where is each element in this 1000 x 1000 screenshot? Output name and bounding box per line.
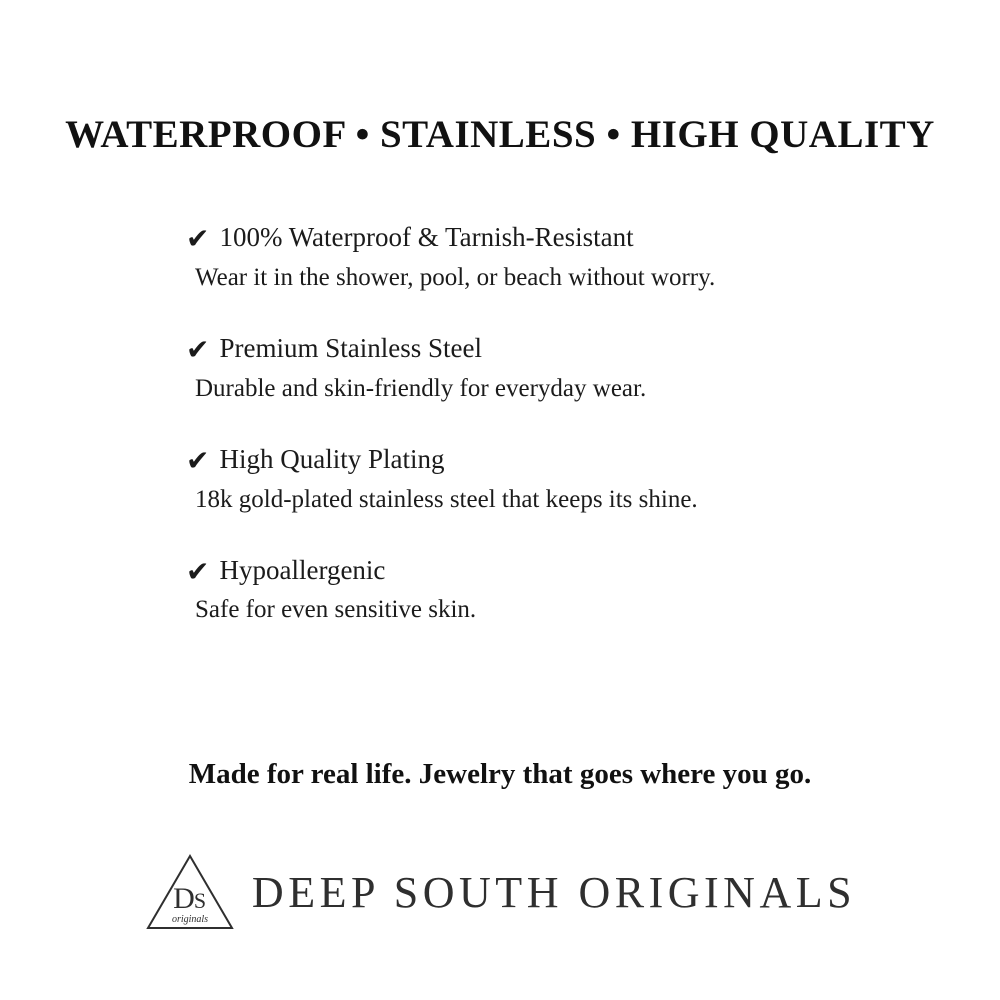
list-item xyxy=(186,444,946,515)
brand-name: DEEP SOUTH ORIGINALS xyxy=(251,867,857,917)
check-icon: ✔ xyxy=(186,554,210,588)
feature-description: Durable and skin-friendly for everyday wear. xyxy=(195,374,647,402)
feature-list xyxy=(186,222,946,625)
list-item xyxy=(186,333,946,404)
check-icon: ✔ xyxy=(186,443,210,477)
feature-description: 18k gold-plated stainless steel that keeps its shine. xyxy=(195,485,698,513)
feature-title: Premium Stainless Steel xyxy=(219,332,482,363)
check-icon: ✔ xyxy=(186,222,210,255)
brand-lockup xyxy=(0,850,1000,934)
feature-title-row xyxy=(186,555,946,587)
feature-title: High Quality Plating xyxy=(219,443,445,474)
svg-text:D: D xyxy=(173,882,195,915)
list-item xyxy=(186,222,946,293)
page-title: WATERPROOF • STAINLESS • HIGH QUALITY xyxy=(65,113,935,156)
feature-title: 100% Waterproof & Tarnish-Resistant xyxy=(219,222,634,252)
feature-title-row xyxy=(186,222,946,254)
feature-title: Hypoallergenic xyxy=(219,554,386,585)
feature-description: Safe for even sensitive skin. xyxy=(195,596,477,624)
deep-south-originals-logo-icon xyxy=(144,850,236,934)
svg-text:originals: originals xyxy=(171,914,208,925)
feature-description: Wear it in the shower, pool, or beach without worry. xyxy=(195,263,716,291)
tagline: Made for real life. Jewelry that goes where you go. xyxy=(188,758,812,790)
check-icon: ✔ xyxy=(186,332,210,366)
list-item xyxy=(186,555,946,626)
feature-title-row xyxy=(186,333,946,365)
feature-title-row xyxy=(186,444,946,476)
svg-text:S: S xyxy=(193,888,207,913)
